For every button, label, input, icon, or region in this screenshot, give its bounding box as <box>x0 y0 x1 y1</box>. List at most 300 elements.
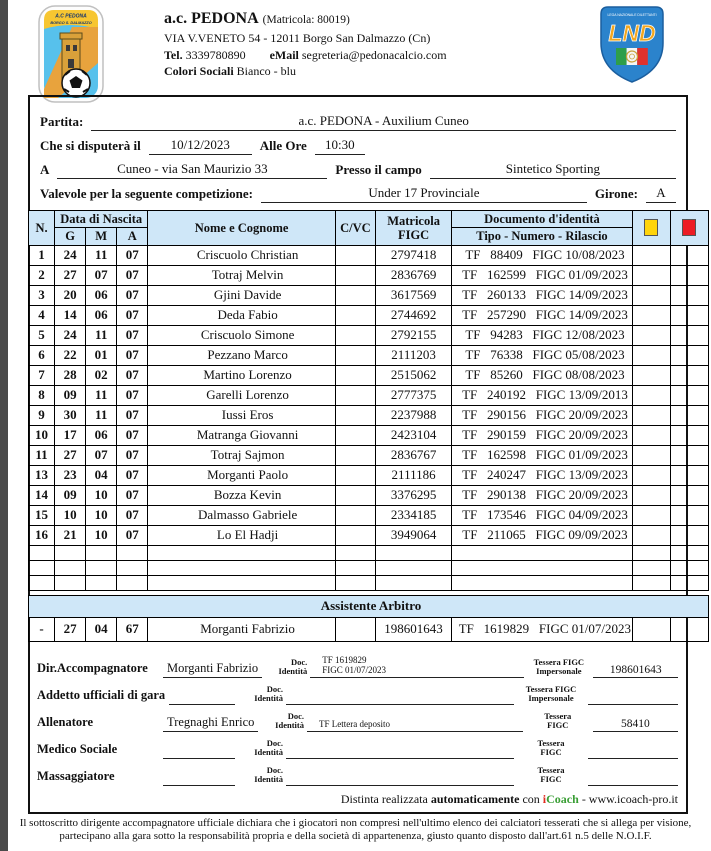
competition-label: Valevole per la seguente competizione: <box>40 186 254 201</box>
player-row <box>29 325 709 345</box>
player-matricola: 2792155 <box>375 325 451 345</box>
assistant-year: 67 <box>117 617 148 641</box>
player-name: Matranga Giovanni <box>148 425 336 445</box>
player-a: 07 <box>117 305 148 325</box>
player-row <box>29 425 709 445</box>
player-name: Iussi Eros <box>148 405 336 425</box>
empty-cell <box>670 545 708 560</box>
staff-row <box>37 651 678 678</box>
assistant-section-title: Assistente Arbitro <box>29 595 709 617</box>
club-address: VIA V.VENETO 54 - 12011 Borgo San Dalmazzo (Cn) <box>164 31 431 46</box>
empty-cell <box>86 545 117 560</box>
player-cvc <box>335 405 375 425</box>
assistant-number: - <box>29 617 55 641</box>
player-matricola: 3376295 <box>375 485 451 505</box>
empty-cell <box>335 545 375 560</box>
empty-cell <box>632 545 670 560</box>
player-yc <box>632 405 670 425</box>
assistant-red-cell <box>670 617 708 641</box>
lnd-logo-icon <box>597 3 667 90</box>
player-yc <box>632 245 670 265</box>
player-yc <box>632 365 670 385</box>
player-a: 07 <box>117 285 148 305</box>
player-g: 24 <box>55 245 86 265</box>
player-row <box>29 285 709 305</box>
player-g: 14 <box>55 305 86 325</box>
player-name: Lo El Hadji <box>148 525 336 545</box>
player-yc <box>632 385 670 405</box>
col-header-number: N. <box>29 211 55 246</box>
staff-tessera-value <box>588 703 678 705</box>
player-yc <box>632 445 670 465</box>
player-cvc <box>335 285 375 305</box>
staff-doc-value <box>286 784 514 786</box>
player-matricola: 2797418 <box>375 245 451 265</box>
assistant-matricola: 198601643 <box>375 617 451 641</box>
empty-cell <box>148 575 336 590</box>
player-rc <box>670 485 708 505</box>
player-matricola: 2515062 <box>375 365 451 385</box>
player-n: 15 <box>29 505 55 525</box>
player-a: 07 <box>117 485 148 505</box>
player-doc: TF 260133 FIGC 14/09/2023 <box>452 285 633 305</box>
tessera-figc-label: Tessera FIGC <box>537 738 565 758</box>
doc-identita-label: Doc. Identità <box>254 738 283 758</box>
player-name: Garelli Lorenzo <box>148 385 336 405</box>
player-cvc <box>335 385 375 405</box>
player-doc: TF 211065 FIGC 09/09/2023 <box>452 525 633 545</box>
col-header-year: A <box>117 228 148 245</box>
player-yc <box>632 325 670 345</box>
player-a: 07 <box>117 425 148 445</box>
italy-flag-icon <box>616 48 648 65</box>
girone-label: Girone: <box>594 186 638 201</box>
empty-player-row <box>29 575 709 590</box>
staff-name-value: Morganti Fabrizio <box>163 661 262 678</box>
player-a: 07 <box>117 445 148 465</box>
email-value: segreteria@pedonacalcio.com <box>301 47 447 62</box>
player-g: 27 <box>55 445 86 465</box>
player-rc <box>670 525 708 545</box>
player-a: 07 <box>117 325 148 345</box>
player-row <box>29 465 709 485</box>
player-doc: TF 240247 FIGC 13/09/2023 <box>452 465 633 485</box>
distinta-mid: con <box>519 791 543 806</box>
player-doc: TF 257290 FIGC 14/09/2023 <box>452 305 633 325</box>
player-n: 9 <box>29 405 55 425</box>
player-a: 07 <box>117 385 148 405</box>
player-name: Martino Lorenzo <box>148 365 336 385</box>
player-cvc <box>335 485 375 505</box>
player-cvc <box>335 505 375 525</box>
staff-row <box>37 705 678 732</box>
assistant-cvc <box>335 617 375 641</box>
distinta-bold: automaticamente <box>430 791 520 806</box>
partita-value: a.c. PEDONA - Auxilium Cuneo <box>91 113 676 131</box>
player-rc <box>670 365 708 385</box>
empty-cell <box>86 560 117 575</box>
staff-name-value <box>163 784 235 786</box>
col-header-month: M <box>86 228 117 245</box>
assistant-yellow-cell <box>632 617 670 641</box>
assistant-name: Morganti Fabrizio <box>148 617 336 641</box>
empty-cell <box>452 545 633 560</box>
staff-row <box>37 732 678 759</box>
empty-cell <box>117 545 148 560</box>
player-m: 11 <box>86 385 117 405</box>
empty-cell <box>632 560 670 575</box>
player-doc: TF 240192 FIGC 13/09/2013 <box>452 385 633 405</box>
tel-label: Tel. <box>164 47 183 62</box>
player-yc <box>632 285 670 305</box>
player-doc: TF 88409 FIGC 10/08/2023 <box>452 245 633 265</box>
player-doc: TF 173546 FIGC 04/09/2023 <box>452 505 633 525</box>
player-m: 07 <box>86 265 117 285</box>
colors-label: Colori Sociali <box>164 64 234 79</box>
player-matricola: 2777375 <box>375 385 451 405</box>
empty-cell <box>335 575 375 590</box>
email-label: eMail <box>269 47 299 62</box>
player-a: 07 <box>117 525 148 545</box>
staff-tessera-value: 198601643 <box>593 664 678 678</box>
player-m: 06 <box>86 285 117 305</box>
red-card-icon <box>682 219 696 236</box>
player-doc: TF 290138 FIGC 20/09/2023 <box>452 485 633 505</box>
icoach-i: i <box>542 791 547 806</box>
empty-cell <box>375 545 451 560</box>
club-name: a.c. PEDONA <box>164 10 259 27</box>
staff-doc-value: TF 1619829 FIGC 01/07/2023 <box>310 655 524 678</box>
player-m: 02 <box>86 365 117 385</box>
document-header <box>0 0 711 95</box>
player-g: 20 <box>55 285 86 305</box>
girone-value: A <box>646 185 676 203</box>
player-rc <box>670 425 708 445</box>
time-label: Alle Ore <box>259 138 307 153</box>
player-a: 07 <box>117 465 148 485</box>
player-matricola: 2836767 <box>375 445 451 465</box>
staff-row <box>37 759 678 786</box>
player-doc: TF 290156 FIGC 20/09/2023 <box>452 405 633 425</box>
player-rc <box>670 285 708 305</box>
player-cvc <box>335 265 375 285</box>
time-value: 10:30 <box>315 137 365 155</box>
player-cvc <box>335 525 375 545</box>
player-matricola: 2423104 <box>375 425 451 445</box>
doc-identita-label: Doc. Identità <box>278 657 308 677</box>
player-doc: TF 94283 FIGC 12/08/2023 <box>452 325 633 345</box>
player-cvc <box>335 305 375 325</box>
player-rc <box>670 445 708 465</box>
empty-cell <box>670 575 708 590</box>
empty-cell <box>29 575 55 590</box>
player-g: 24 <box>55 325 86 345</box>
icoach-coach: Coach <box>546 791 579 806</box>
player-m: 07 <box>86 445 117 465</box>
staff-role-label: Allenatore <box>37 714 94 729</box>
player-m: 10 <box>86 525 117 545</box>
player-n: 6 <box>29 345 55 365</box>
yellow-card-icon <box>644 219 658 236</box>
player-m: 10 <box>86 485 117 505</box>
player-n: 8 <box>29 385 55 405</box>
col-header-name: Nome e Cognome <box>148 211 336 246</box>
tessera-figc-label: Tessera FIGC <box>537 765 565 785</box>
player-name: Totraj Melvin <box>148 265 336 285</box>
player-cvc <box>335 245 375 265</box>
staff-role-label: Dir.Accompagnatore <box>37 660 148 675</box>
player-yc <box>632 525 670 545</box>
player-rc <box>670 245 708 265</box>
col-header-matricola: Matricola FIGC <box>375 211 451 246</box>
player-rc <box>670 405 708 425</box>
distinta-credit <box>30 786 686 812</box>
empty-cell <box>452 575 633 590</box>
club-matricola: (Matricola: 80019) <box>262 14 350 26</box>
player-g: 09 <box>55 485 86 505</box>
competition-value: Under 17 Provinciale <box>261 185 587 203</box>
doc-identita-label: Doc. Identità <box>254 765 283 785</box>
player-rc <box>670 505 708 525</box>
player-cvc <box>335 445 375 465</box>
player-m: 06 <box>86 305 117 325</box>
distinta-prefix: Distinta realizzata <box>340 791 431 806</box>
players-tbody <box>29 245 709 590</box>
tessera-figc-label: Tessera FIGC Impersonale <box>533 657 585 677</box>
player-matricola: 2836769 <box>375 265 451 285</box>
svg-text:A.C PEDONA: A.C PEDONA <box>55 13 87 20</box>
player-rc <box>670 305 708 325</box>
player-yc <box>632 305 670 325</box>
assistant-day: 27 <box>55 617 86 641</box>
player-row <box>29 485 709 505</box>
player-m: 04 <box>86 465 117 485</box>
assistant-row <box>29 617 709 641</box>
player-n: 11 <box>29 445 55 465</box>
player-rc <box>670 345 708 365</box>
player-g: 22 <box>55 345 86 365</box>
empty-player-row <box>29 545 709 560</box>
club-crest-icon <box>38 5 104 108</box>
staff-name-value <box>163 757 235 759</box>
colors-value: Bianco - blu <box>236 64 296 79</box>
player-n: 16 <box>29 525 55 545</box>
player-matricola: 2334185 <box>375 505 451 525</box>
empty-cell <box>632 575 670 590</box>
player-a: 07 <box>117 505 148 525</box>
date-label: Che si disputerà il <box>40 138 141 153</box>
player-rc <box>670 265 708 285</box>
disclaimer-line2: partecipano alla gara sotto la responsabilità propria e della società di appartenenza, giusto quanto disposto dall'art.61 n.5 delle N.O.I.F. <box>59 829 652 842</box>
competition-row <box>40 179 676 203</box>
assistant-document: TF 1619829 FIGC 01/07/2023 <box>452 617 633 641</box>
player-yc <box>632 465 670 485</box>
player-n: 10 <box>29 425 55 445</box>
player-rc <box>670 325 708 345</box>
player-row <box>29 365 709 385</box>
distinta-suffix: - www.icoach-pro.it <box>578 791 678 806</box>
empty-cell <box>375 575 451 590</box>
staff-doc-value: TF Lettera deposito <box>307 719 523 731</box>
staff-tessera-value <box>588 784 678 786</box>
player-cvc <box>335 365 375 385</box>
disclaimer <box>0 817 711 843</box>
field-label: Presso il campo <box>335 162 422 177</box>
player-name: Criscuolo Christian <box>148 245 336 265</box>
player-matricola: 2111186 <box>375 465 451 485</box>
player-n: 7 <box>29 365 55 385</box>
player-m: 06 <box>86 425 117 445</box>
player-cvc <box>335 345 375 365</box>
player-name: Deda Fabio <box>148 305 336 325</box>
player-row <box>29 505 709 525</box>
staff-role-label: Medico Sociale <box>37 741 118 756</box>
partita-label: Partita: <box>40 114 84 129</box>
player-n: 13 <box>29 465 55 485</box>
player-yc <box>632 345 670 365</box>
staff-section <box>30 642 686 786</box>
player-yc <box>632 505 670 525</box>
empty-cell <box>452 560 633 575</box>
partita-row <box>40 107 676 131</box>
player-cvc <box>335 425 375 445</box>
player-doc: TF 162599 FIGC 01/09/2023 <box>452 265 633 285</box>
player-yc <box>632 425 670 445</box>
player-doc: TF 290159 FIGC 20/09/2023 <box>452 425 633 445</box>
lnd-top-text: LEGA NAZIONALE DILETTANTI <box>607 13 657 17</box>
main-form-box <box>28 95 688 814</box>
empty-cell <box>55 560 86 575</box>
player-cvc <box>335 465 375 485</box>
staff-doc-value <box>286 703 514 705</box>
col-header-birthdate: Data di Nascita <box>55 211 148 228</box>
match-info-section <box>30 97 686 210</box>
tessera-figc-label: Tessera FIGC <box>544 711 572 731</box>
player-row <box>29 305 709 325</box>
col-header-document-sub: Tipo - Numero - Rilascio <box>452 228 633 245</box>
empty-cell <box>670 560 708 575</box>
player-g: 17 <box>55 425 86 445</box>
disclaimer-line1: Il sottoscritto dirigente accompagnatore ufficiale dichiara che i giocatori non compresi nell'ultimo elenco dei calciatori tesserati che si allega per visione, <box>19 816 692 829</box>
player-matricola: 3617569 <box>375 285 451 305</box>
player-matricola: 3949064 <box>375 525 451 545</box>
player-name: Bozza Kevin <box>148 485 336 505</box>
player-m: 11 <box>86 245 117 265</box>
empty-cell <box>117 575 148 590</box>
staff-tessera-value: 58410 <box>593 718 678 732</box>
player-row <box>29 345 709 365</box>
player-n: 2 <box>29 265 55 285</box>
player-row <box>29 405 709 425</box>
player-a: 07 <box>117 365 148 385</box>
empty-cell <box>29 545 55 560</box>
player-row <box>29 385 709 405</box>
player-row <box>29 445 709 465</box>
col-header-yellow-card <box>632 211 670 246</box>
staff-role-label: Addetto ufficiali di gara <box>37 687 166 702</box>
date-row <box>40 131 676 155</box>
date-value: 10/12/2023 <box>149 137 252 155</box>
player-doc: TF 162598 FIGC 01/09/2023 <box>452 445 633 465</box>
empty-cell <box>148 545 336 560</box>
player-g: 28 <box>55 365 86 385</box>
player-name: Morganti Paolo <box>148 465 336 485</box>
player-matricola: 2744692 <box>375 305 451 325</box>
player-matricola: 2237988 <box>375 405 451 425</box>
empty-cell <box>375 560 451 575</box>
svg-text:BORGO S. DALMAZZO: BORGO S. DALMAZZO <box>50 21 92 25</box>
club-info-block <box>164 8 447 80</box>
lnd-text: LND <box>608 20 656 46</box>
soccer-ball-icon <box>62 69 90 97</box>
staff-name-value: Tregnaghi Enrico <box>163 715 258 732</box>
player-matricola: 2111203 <box>375 345 451 365</box>
player-name: Gjini Davide <box>148 285 336 305</box>
player-yc <box>632 485 670 505</box>
empty-cell <box>55 545 86 560</box>
player-n: 1 <box>29 245 55 265</box>
staff-row <box>37 678 678 705</box>
player-rc <box>670 385 708 405</box>
player-g: 23 <box>55 465 86 485</box>
col-header-cvc: C/VC <box>335 211 375 246</box>
player-n: 4 <box>29 305 55 325</box>
player-row <box>29 245 709 265</box>
empty-cell <box>148 560 336 575</box>
player-n: 14 <box>29 485 55 505</box>
empty-cell <box>86 575 117 590</box>
player-cvc <box>335 325 375 345</box>
tel-value: 3339780890 <box>185 47 246 62</box>
empty-cell <box>335 560 375 575</box>
player-a: 07 <box>117 345 148 365</box>
player-m: 10 <box>86 505 117 525</box>
players-table <box>28 210 709 591</box>
player-name: Criscuolo Simone <box>148 325 336 345</box>
staff-name-value <box>169 703 235 705</box>
col-header-day: G <box>55 228 86 245</box>
player-g: 21 <box>55 525 86 545</box>
empty-cell <box>117 560 148 575</box>
player-doc: TF 76338 FIGC 05/08/2023 <box>452 345 633 365</box>
player-row <box>29 525 709 545</box>
player-a: 07 <box>117 405 148 425</box>
staff-doc-value <box>286 757 514 759</box>
assistant-table <box>28 595 709 642</box>
field-value: Sintetico Sporting <box>430 161 676 179</box>
player-g: 30 <box>55 405 86 425</box>
staff-role-label: Massaggiatore <box>37 768 115 783</box>
empty-player-row <box>29 560 709 575</box>
player-a: 07 <box>117 265 148 285</box>
empty-cell <box>29 560 55 575</box>
col-header-document: Documento d'identità <box>452 211 633 228</box>
player-row <box>29 265 709 285</box>
player-m: 01 <box>86 345 117 365</box>
player-g: 10 <box>55 505 86 525</box>
doc-identita-label: Doc. Identità <box>275 711 304 731</box>
assistant-month: 04 <box>86 617 117 641</box>
player-name: Pezzano Marco <box>148 345 336 365</box>
place-label: A <box>40 162 50 177</box>
player-doc: TF 85260 FIGC 08/08/2023 <box>452 365 633 385</box>
player-n: 5 <box>29 325 55 345</box>
player-yc <box>632 265 670 285</box>
scan-edge <box>0 0 8 851</box>
player-m: 11 <box>86 405 117 425</box>
player-m: 11 <box>86 325 117 345</box>
player-g: 09 <box>55 385 86 405</box>
